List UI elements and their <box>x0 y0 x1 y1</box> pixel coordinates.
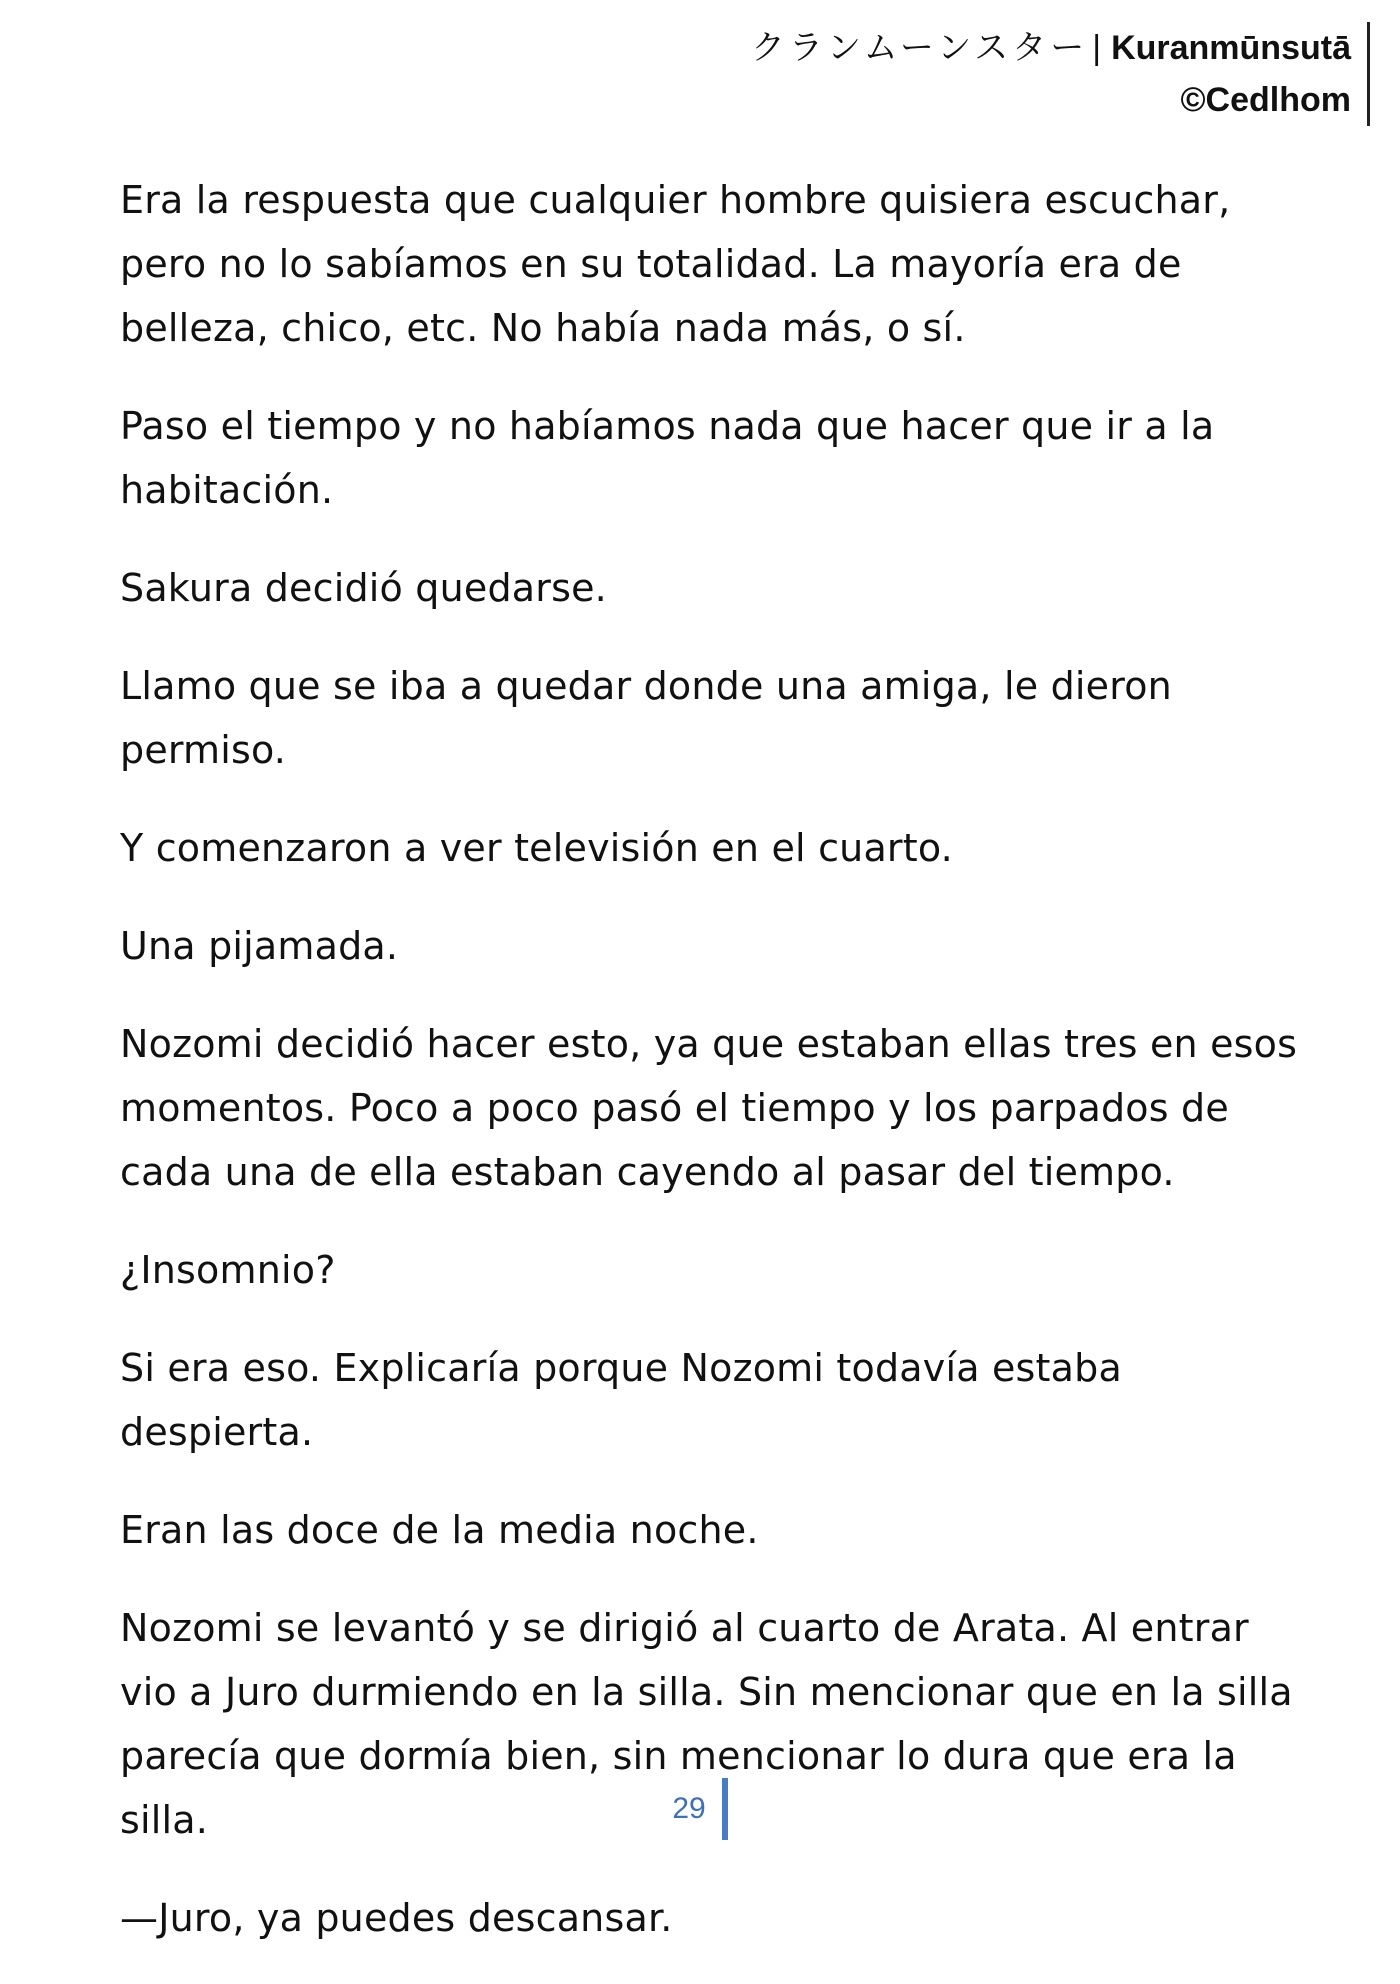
japanese-title: クランムーンスター <box>750 28 1089 68</box>
romaji-title: Kuranmūnsutā <box>1111 29 1351 67</box>
paragraph: Y comenzaron a ver televisión en el cuarto. <box>120 826 953 870</box>
paragraph: Nozomi se levantó y se dirigió al cuarto de Arata. Al entrar vio a Juro durmiendo en la silla. Sin mencionar que en la silla parecía que dormía bien, sin mencionar lo dura que era la silla. <box>120 1606 1293 1842</box>
paragraph: ¿Insomnio? <box>120 1248 336 1292</box>
title-separator: | <box>1092 29 1102 67</box>
paragraph: Una pijamada. <box>120 924 399 968</box>
paragraph: —Juro, ya puedes descansar. <box>120 1896 673 1940</box>
paragraph: Eran las doce de la media noche. <box>120 1508 759 1552</box>
paragraph: Llamo que se iba a quedar donde una amiga, le dieron permiso. <box>120 664 1172 772</box>
paragraph: Nozomi decidió hacer esto, ya que estaban ellas tres en esos momentos. Poco a poco pasó el tiempo y los parpados de cada una de ella estaban cayendo al pasar del tiempo. <box>120 1022 1298 1194</box>
paragraph: Paso el tiempo y no habíamos nada que hacer que ir a la habitación. <box>120 404 1215 512</box>
page-body <box>120 168 1310 1984</box>
page-number-rule <box>672 1778 727 1840</box>
paragraph: Era la respuesta que cualquier hombre quisiera escuchar, pero no lo sabíamos en su totalidad. La mayoría era de belleza, chico, etc. No había nada más, o sí. <box>120 178 1231 350</box>
paragraph: Si era eso. Explicaría porque Nozomi todavía estaba despierta. <box>120 1346 1122 1454</box>
page-header <box>751 22 1370 126</box>
paragraph: Sakura decidió quedarse. <box>120 566 607 610</box>
copyright-notice: ©Cedlhom <box>1180 81 1351 119</box>
page-footer <box>0 1778 1400 1840</box>
header-title-line <box>751 22 1351 74</box>
page-number: 29 <box>672 1792 706 1825</box>
